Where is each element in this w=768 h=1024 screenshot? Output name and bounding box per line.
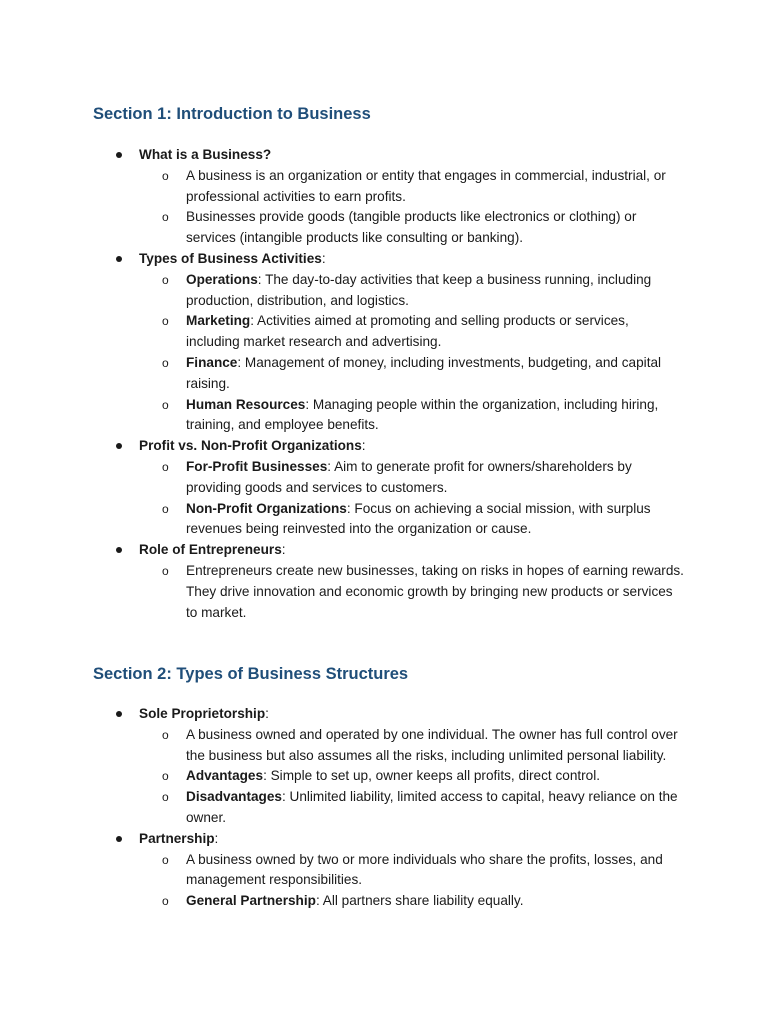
sub-bullet-term: Operations <box>186 271 258 287</box>
hollow-circle-bullet-icon: o <box>162 355 169 370</box>
sub-bullet-text: : All partners share liability equally. <box>315 893 524 909</box>
sub-bullet-list <box>0 850 768 912</box>
bullet-item-sole-proprietorship <box>0 704 768 829</box>
sub-bullet-item <box>0 561 768 623</box>
bullet-item-row <box>0 145 768 166</box>
sub-bullet-item <box>0 270 768 312</box>
sub-bullet-term: For-Profit Businesses <box>186 458 328 474</box>
hollow-circle-bullet-icon: o <box>162 314 169 329</box>
bullet-item-label: Sole Proprietorship <box>139 706 266 721</box>
sub-bullet-item <box>0 787 768 829</box>
sub-bullet-term: Human Resources <box>186 396 306 412</box>
bullet-dot-icon <box>116 443 122 449</box>
sub-bullet-text: : The day-to-day activities that keep a business running, including production, distribution, and logistics. <box>186 271 652 308</box>
hollow-circle-bullet-icon: o <box>162 769 169 784</box>
bullet-item-row <box>0 436 768 457</box>
sub-bullet-item <box>0 207 768 249</box>
sub-bullet-list <box>0 725 768 829</box>
bullet-dot-icon <box>116 256 122 262</box>
bullet-item-suffix: : <box>265 706 269 721</box>
hollow-circle-bullet-icon: o <box>162 168 169 183</box>
hollow-circle-bullet-icon: o <box>162 727 169 742</box>
sub-bullet-text: : Aim to generate profit for owners/shareholders by providing goods and services to customers. <box>186 458 632 495</box>
bullet-item-suffix: : <box>281 542 286 558</box>
bullet-item-suffix: : <box>321 250 326 266</box>
bullet-item-types-of-business-activities <box>0 249 768 436</box>
sub-bullet-item <box>0 457 768 499</box>
bullet-item-label: Profit vs. Non-Profit Organizations <box>139 438 362 454</box>
hollow-circle-bullet-icon: o <box>162 272 169 287</box>
sub-bullet-item <box>0 395 768 437</box>
hollow-circle-bullet-icon: o <box>162 852 169 867</box>
section-2-list <box>0 704 768 912</box>
bullet-dot-icon <box>116 711 122 717</box>
section-1-list <box>0 145 768 623</box>
bullet-item-row <box>0 704 768 725</box>
sub-bullet-term: Marketing <box>186 313 251 329</box>
sub-bullet-item <box>0 311 768 353</box>
sub-bullet-text: A business owned and operated by one individual. The owner has full control over the business but also assumes all the risks, including unlimited personal liability. <box>186 726 678 763</box>
sub-bullet-text: : Managing people within the organization, including hiring, training, and employee benefits. <box>186 396 659 433</box>
bullet-item-role-of-entrepreneurs <box>0 540 768 623</box>
sub-bullet-list <box>0 561 768 623</box>
sub-bullet-item <box>0 725 768 767</box>
bullet-item-label: Types of Business Activities <box>139 250 322 266</box>
bullet-dot-icon <box>116 152 122 158</box>
sub-bullet-list <box>0 270 768 436</box>
bullet-dot-icon <box>116 836 122 842</box>
sub-bullet-term: Non-Profit Organizations <box>186 500 347 516</box>
bullet-item-what-is-a-business <box>0 145 768 249</box>
bullet-item-partnership <box>0 829 768 912</box>
sub-bullet-list <box>0 166 768 249</box>
bullet-item-label: Partnership <box>139 830 215 846</box>
sub-bullet-text: : Simple to set up, owner keeps all profits, direct control. <box>263 768 601 784</box>
bullet-item-row <box>0 829 768 850</box>
section-2-heading: Section 2: Types of Business Structures <box>93 665 409 683</box>
hollow-circle-bullet-icon: o <box>162 563 169 578</box>
hollow-circle-bullet-icon: o <box>162 894 169 909</box>
section-1-heading: Section 1: Introduction to Business <box>93 105 371 123</box>
sub-bullet-text: : Management of money, including investments, budgeting, and capital raising. <box>186 354 662 391</box>
sub-bullet-item <box>0 499 768 541</box>
sub-bullet-item <box>0 353 768 395</box>
sub-bullet-text: : Activities aimed at promoting and selling products or services, including market research and advertising. <box>186 313 629 350</box>
sub-bullet-term: Advantages <box>186 768 264 784</box>
sub-bullet-text: : Unlimited liability, limited access to capital, heavy reliance on the owner. <box>186 789 678 825</box>
bullet-item-label: What is a Business? <box>139 147 272 162</box>
sub-bullet-text: Entrepreneurs create new businesses, taking on risks in hopes of earning rewards. They drive innovation and economic growth by bringing new products or services to market. <box>186 562 684 620</box>
sub-bullet-term: Disadvantages <box>186 789 282 805</box>
sub-bullet-item <box>0 850 768 892</box>
hollow-circle-bullet-icon: o <box>162 501 169 516</box>
bullet-item-suffix: : <box>214 830 219 846</box>
bullet-item-row <box>0 249 768 270</box>
sub-bullet-term: Finance <box>186 354 238 370</box>
sub-bullet-text: A business is an organization or entity that engages in commercial, industrial, or professional activities to earn profits. <box>186 167 666 204</box>
bullet-item-suffix: : <box>361 438 366 454</box>
hollow-circle-bullet-icon: o <box>162 790 169 805</box>
bullet-item-label: Role of Entrepreneurs <box>139 542 282 558</box>
sub-bullet-term: General Partnership <box>186 893 316 909</box>
bullet-item-profit-vs-non-profit-organizations <box>0 436 768 540</box>
sub-bullet-item <box>0 891 768 912</box>
sub-bullet-item <box>0 766 768 787</box>
hollow-circle-bullet-icon: o <box>162 210 169 225</box>
bullet-dot-icon <box>116 547 122 553</box>
sub-bullet-text: Businesses provide goods (tangible products like electronics or clothing) or services (intangible products like consulting or banking). <box>186 209 637 246</box>
hollow-circle-bullet-icon: o <box>162 397 169 412</box>
sub-bullet-item <box>0 166 768 208</box>
sub-bullet-text: : Focus on achieving a social mission, with surplus revenues being reinvested into the organization or cause. <box>186 500 651 537</box>
sub-bullet-text: A business owned by two or more individuals who share the profits, losses, and management responsibilities. <box>186 851 663 888</box>
bullet-item-row <box>0 540 768 561</box>
sub-bullet-list <box>0 457 768 540</box>
hollow-circle-bullet-icon: o <box>162 459 169 474</box>
